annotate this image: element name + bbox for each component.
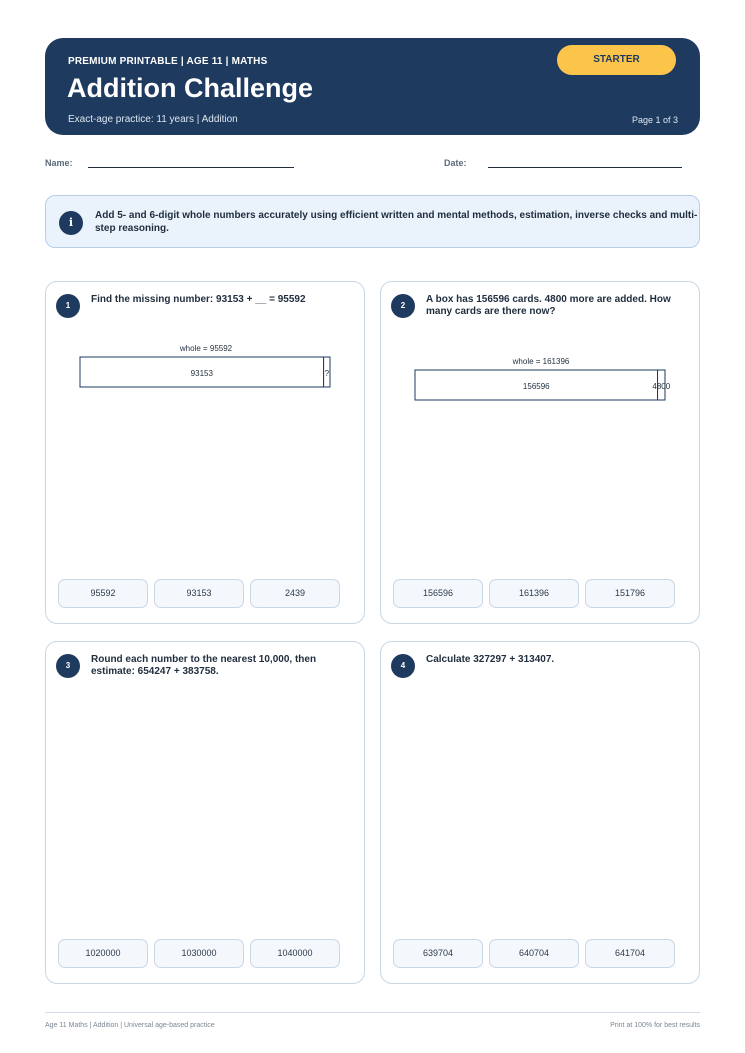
- worksheet-header: [45, 38, 700, 135]
- date-field-line[interactable]: [488, 167, 682, 168]
- question-number: 2: [391, 294, 415, 318]
- answer-option[interactable]: 93153: [154, 579, 244, 608]
- whole-label: whole = 95592: [179, 344, 233, 353]
- answer-option[interactable]: 2439: [250, 579, 340, 608]
- footer-right: Print at 100% for best results: [610, 1022, 700, 1029]
- question-number: 1: [56, 294, 80, 318]
- question-text: Calculate 327297 + 313407.: [426, 654, 555, 665]
- answer-option[interactable]: 1040000: [250, 939, 340, 968]
- header-kicker: PREMIUM PRINTABLE | AGE 11 | MATHS: [68, 56, 268, 67]
- bar-part-a-label: 156596: [522, 382, 550, 391]
- answer-option[interactable]: 161396: [489, 579, 579, 608]
- question-number: 3: [56, 654, 80, 678]
- answer-option[interactable]: 156596: [393, 579, 483, 608]
- bar-model: [46, 337, 366, 397]
- question-text: A box has 156596 cards. 4800 more are added. How many cards are there now?: [426, 294, 671, 317]
- name-label: Name:: [45, 158, 73, 168]
- answer-option[interactable]: 639704: [393, 939, 483, 968]
- learning-objective: [45, 195, 700, 248]
- objective-text: Add 5- and 6-digit whole numbers accurately using efficient written and mental methods, estimation, inverse checks and multi-step reasoning.: [95, 210, 698, 234]
- question-card-2: [380, 281, 700, 624]
- date-label: Date:: [444, 158, 467, 168]
- answer-option[interactable]: 641704: [585, 939, 675, 968]
- name-field-line[interactable]: [88, 167, 294, 168]
- answer-option[interactable]: 1030000: [154, 939, 244, 968]
- whole-label: whole = 161396: [512, 357, 570, 366]
- page-number: Page 1 of 3: [631, 115, 678, 125]
- answer-option[interactable]: 1020000: [58, 939, 148, 968]
- question-text: Find the missing number: 93153 + __ = 95592: [91, 294, 306, 305]
- bar-model: [381, 350, 701, 410]
- page-title: Addition Challenge: [67, 73, 313, 103]
- question-card-3: [45, 641, 365, 984]
- header-subtitle: Exact-age practice: 11 years | Addition: [68, 114, 238, 125]
- bar-part-b-label: ?: [324, 369, 330, 378]
- bar-part-a-label: 93153: [190, 369, 213, 378]
- question-text: Round each number to the nearest 10,000, then estimate: 654247 + 383758.: [91, 654, 317, 677]
- level-badge: STARTER: [557, 45, 676, 75]
- question-number: 4: [391, 654, 415, 678]
- answer-option[interactable]: 640704: [489, 939, 579, 968]
- answer-option[interactable]: 95592: [58, 579, 148, 608]
- question-card-4: [380, 641, 700, 984]
- bar-part-b-label: 4800: [652, 382, 671, 391]
- footer-divider: [45, 1012, 700, 1013]
- question-card-1: [45, 281, 365, 624]
- footer-left: Age 11 Maths | Addition | Universal age-based practice: [45, 1022, 215, 1029]
- answer-option[interactable]: 151796: [585, 579, 675, 608]
- info-icon: i: [59, 211, 83, 235]
